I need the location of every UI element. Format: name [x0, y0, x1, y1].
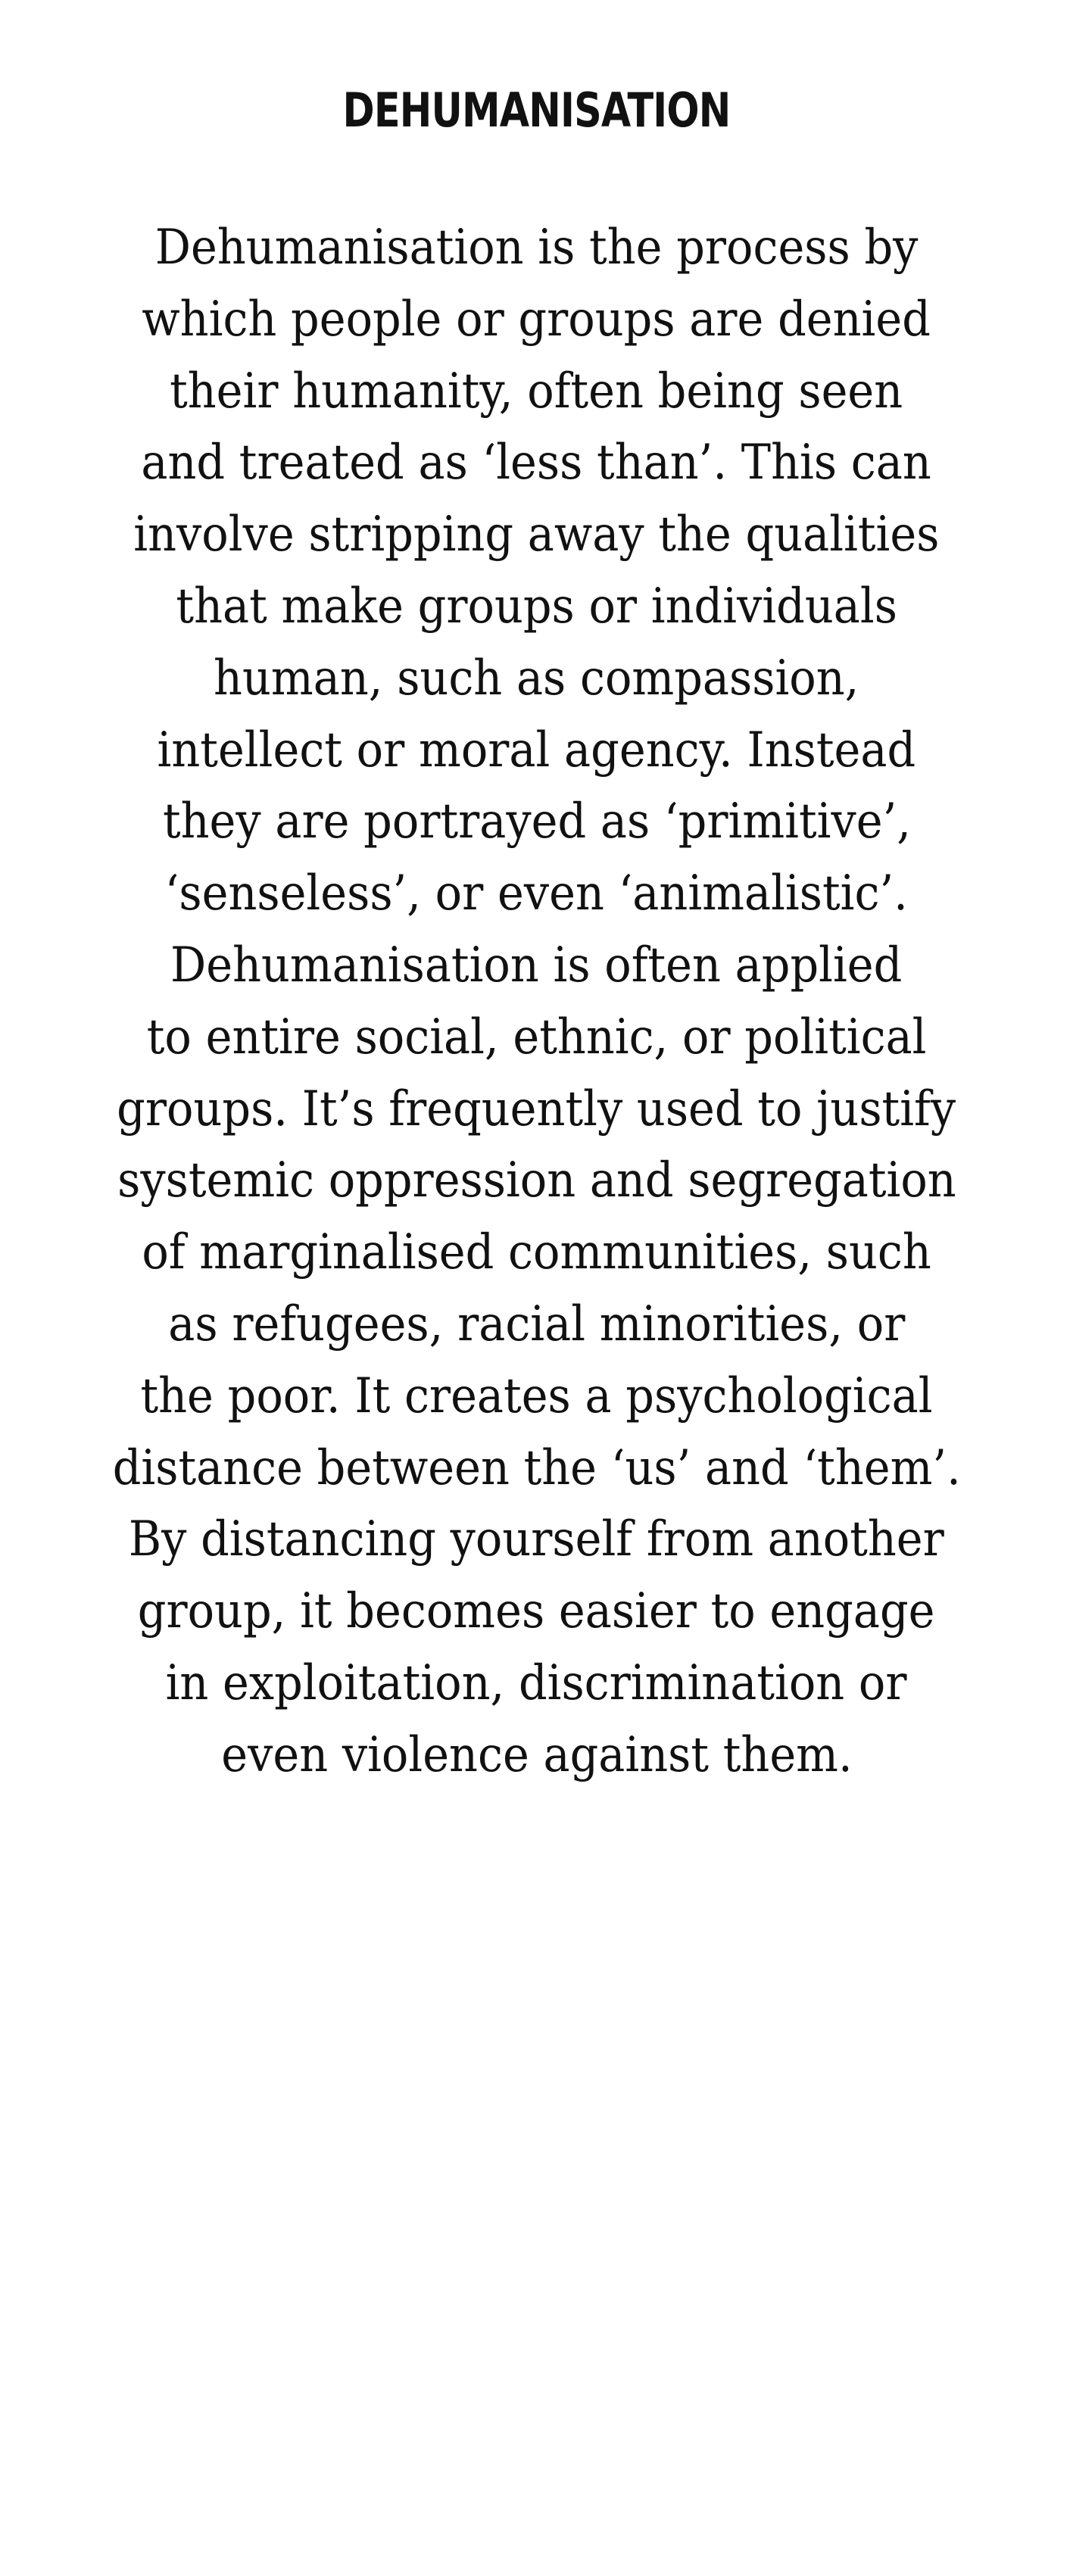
body-line: [53, 786, 1020, 858]
body-line-text: groups. It’s frequently used to justify: [117, 1081, 956, 1137]
page-title: DEHUMANISATION: [342, 83, 731, 138]
body-line-text: which people or groups are denied: [142, 291, 931, 348]
body-line: [53, 1145, 1020, 1217]
body-line: [53, 1002, 1020, 1074]
body-line: [53, 1433, 1020, 1505]
body-line-text: and treated as ‘less than’. This can: [141, 435, 932, 491]
body-line: [53, 858, 1020, 930]
body-line-text: they are portrayed as ‘primitive’,: [162, 794, 911, 850]
body-line-text: to entire social, ethnic, or political: [146, 1009, 927, 1065]
body-line-text: Dehumanisation is often applied: [170, 937, 903, 993]
body-line-text: intellect or moral agency. Instead: [157, 722, 916, 778]
body-line-text: Dehumanisation is the process by: [154, 220, 919, 276]
body-line-text: that make groups or individuals: [176, 578, 897, 635]
body-line-text: systemic oppression and segregation: [117, 1152, 956, 1209]
body-line-text: ‘senseless’, or even ‘animalistic’.: [164, 865, 909, 922]
body-line: [53, 1504, 1020, 1576]
body-line-text: involve stripping away the qualities: [133, 507, 940, 563]
body-line: [53, 1074, 1020, 1146]
body-line: [53, 356, 1020, 428]
body-line: [53, 715, 1020, 787]
body-line-text: distance between the ‘us’ and ‘them’.: [112, 1439, 961, 1496]
body-paragraph: [53, 212, 1020, 1792]
body-line-text: of marginalised communities, such: [142, 1224, 931, 1281]
body-line-text: their humanity, often being seen: [170, 363, 903, 419]
body-line: [53, 1289, 1020, 1361]
body-line: [53, 1648, 1020, 1720]
body-line-text: By distancing yourself from another: [129, 1511, 944, 1568]
body-line: [53, 1361, 1020, 1433]
body-line: [53, 930, 1020, 1002]
body-line-text: group, it becomes easier to engage: [138, 1583, 935, 1640]
body-line-text: the poor. It creates a psychological: [140, 1368, 933, 1424]
body-line-text: in exploitation, discrimination or: [166, 1654, 907, 1711]
body-line: [53, 1576, 1020, 1648]
body-line: [53, 571, 1020, 643]
body-line: [53, 427, 1020, 499]
body-line: [53, 284, 1020, 356]
body-line: [53, 643, 1020, 715]
body-line-text: as refugees, racial minorities, or: [167, 1296, 906, 1352]
body-line-text: human, such as compassion,: [214, 650, 859, 706]
body-line: [53, 1720, 1020, 1792]
body-line-text: even violence against them.: [220, 1726, 853, 1783]
body-line: [53, 1217, 1020, 1289]
body-line: [53, 499, 1020, 571]
body-line: [53, 212, 1020, 284]
